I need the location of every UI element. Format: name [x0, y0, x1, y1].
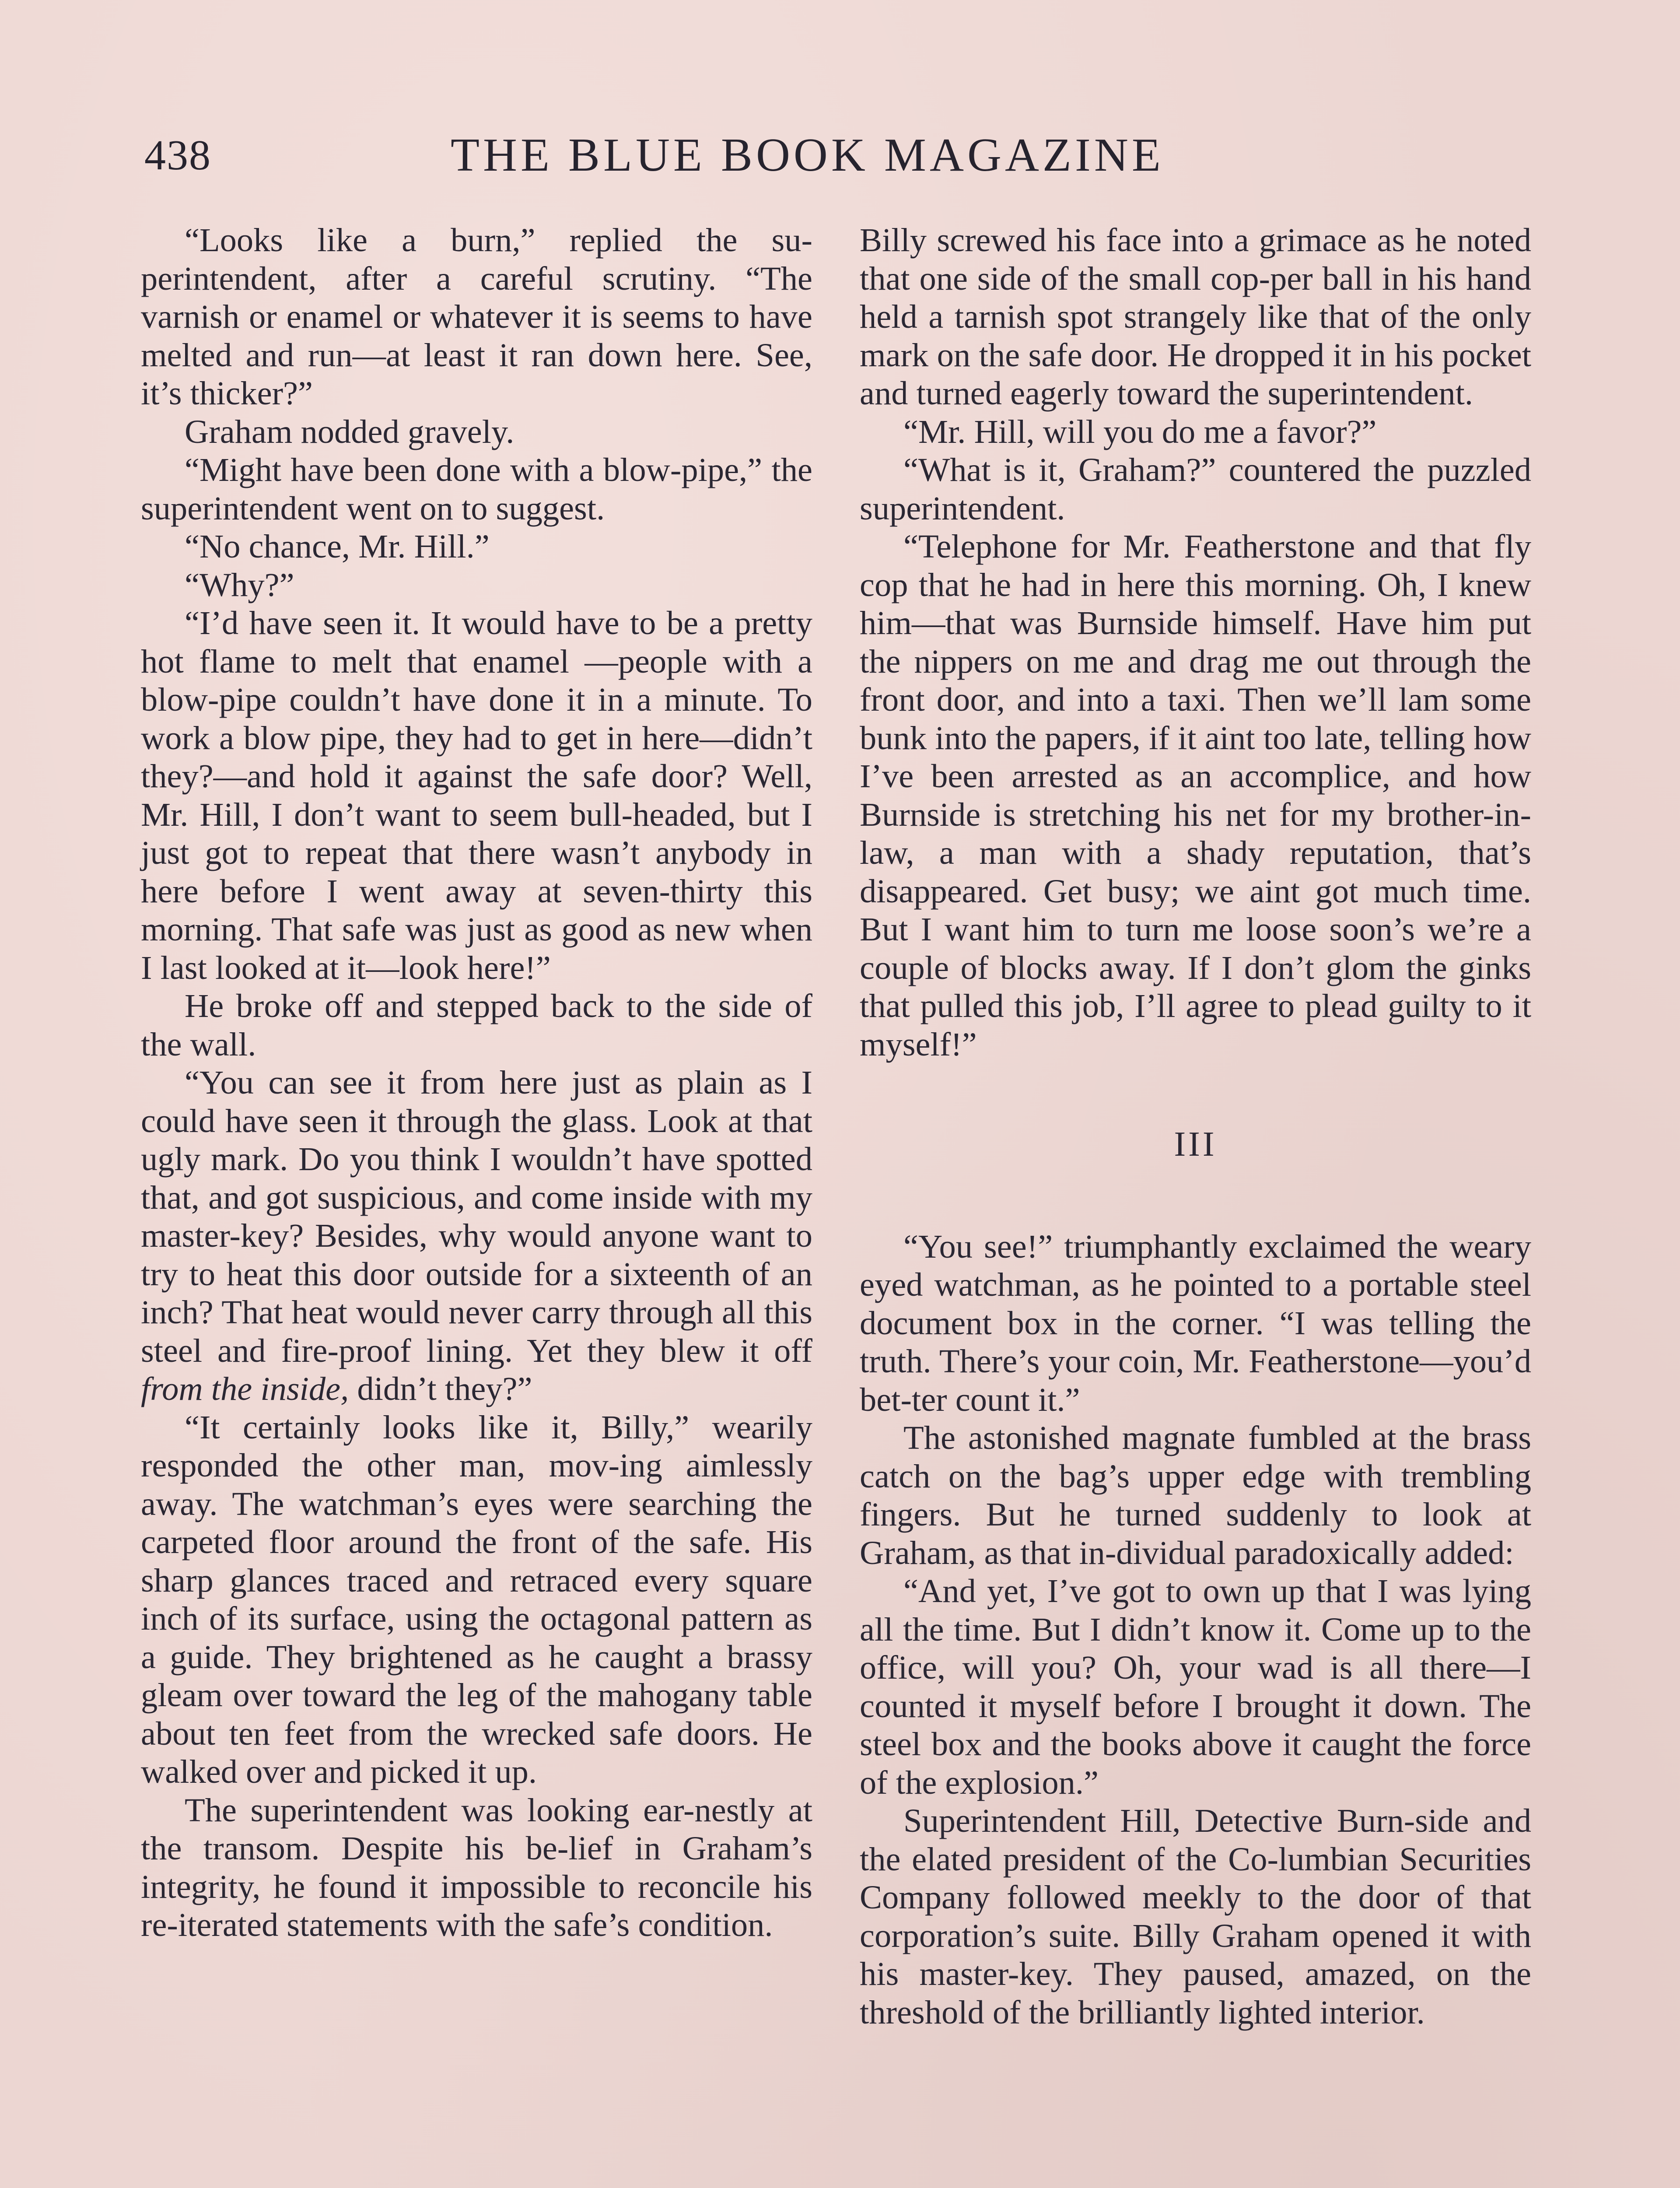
emphasis-text: from the inside,	[141, 1370, 349, 1407]
paragraph: “I’d have seen it. It would have to be a pretty hot flame to melt that enamel —people with a blow-pipe couldn’t have done it in a minute. To work a blow pipe, they had to get in here—didn’t they?—and hold it against the safe door? Well, Mr. Hill, I don’t want to seem bull-headed, but I just got to repeat that there wasn’t anybody in here before I went away at seven-thirty this morning. That safe was just as good as new when I last looked at it—look here!”	[141, 604, 812, 986]
paragraph-tail: didn’t they?”	[349, 1370, 532, 1407]
paragraph: “Might have been done with a blow-pipe,” the superintendent went on to suggest.	[141, 451, 812, 527]
paragraph: “Looks like a burn,” replied the su-perintendent, after a careful scrutiny. “The varnish or enamel or whatever it is seems to have melted and run—at least it ran down here. See, it’s thicker?”	[141, 221, 812, 412]
paragraph: The astonished magnate fumbled at the brass catch on the bag’s upper edge with trembling fingers. But he turned suddenly to look at Graham, as that in-dividual paradoxically added:	[860, 1419, 1531, 1571]
page-header	[144, 127, 1536, 193]
right-column	[860, 221, 1531, 2031]
page-number: 438	[144, 132, 211, 179]
paragraph: Billy screwed his face into a grimace as he noted that one side of the small cop-per ball in his hand held a tarnish spot strangely like that of the only mark on the safe door. He dropped it in his pocket and turned eagerly toward the superintendent.	[860, 221, 1531, 412]
paragraph: “You see!” triumphantly exclaimed the weary eyed watchman, as he pointed to a portable steel document box in the corner. “I was telling the truth. There’s your coin, Mr. Featherstone—you’d bet-ter count it.”	[860, 1227, 1531, 1418]
section-heading: III	[1174, 1125, 1217, 1164]
paragraph: “Telephone for Mr. Featherstone and that fly cop that he had in here this morning. Oh, I knew him—that was Burnside himself. Have him put the nippers on me and drag me out through the front door, and into a taxi. Then we’ll lam some bunk into the papers, if it aint too late, telling how I’ve been arrested as an accomplice, and how Burnside is stretching his net for my brother-in-law, a man with a shady reputation, that’s disappeared. Get busy; we aint got much time. But I want him to turn me loose soon’s we’re a couple of blocks away. If I don’t glom the ginks that pulled this job, I’ll agree to plead guilty to it myself!”	[860, 528, 1531, 1063]
paragraph: The superintendent was looking ear-nestly at the transom. Despite his be-lief in Graham’s integrity, he found it impossible to reconcile his re-iterated statements with the safe’s condition.	[141, 1791, 812, 1943]
paragraph-with-emphasis	[141, 1063, 812, 1408]
paragraph: “Why?”	[185, 566, 294, 603]
paragraph: “What is it, Graham?” countered the puzzled superintendent.	[860, 451, 1531, 527]
left-column	[141, 221, 812, 1944]
paragraph: “It certainly looks like it, Billy,” wearily responded the other man, mov-ing aimlessly away. The watchman’s eyes were searching the carpeted floor around the front of the safe. His sharp glances traced and retraced every square inch of its surface, using the octagonal pattern as a guide. They brightened as he caught a brassy gleam over toward the leg of the mahogany table about ten feet from the wrecked safe doors. He walked over and picked it up.	[141, 1408, 812, 1790]
paragraph: “No chance, Mr. Hill.”	[185, 528, 490, 565]
paragraph: Superintendent Hill, Detective Burn-side and the elated president of the Co-lumbian Securities Company followed meekly to the door of that corporation’s suite. Billy Graham opened it with his master-key. They paused, amazed, on the threshold of the brilliantly lighted interior.	[860, 1802, 1531, 2031]
paragraph: “Mr. Hill, will you do me a favor?”	[903, 413, 1377, 450]
paragraph-text: “You can see it from here just as plain as I could have seen it through the glass. Look at that ugly mark. Do you think I wouldn’t have spotted that, and got suspicious, and come inside with my master-key? Besides, why would anyone want to try to heat this door outside for a sixteenth of an inch? That heat would never carry through all this steel and fire-proof lining. Yet they blew it off	[141, 1064, 812, 1369]
paragraph: Graham nodded gravely.	[185, 413, 514, 450]
paragraph: He broke off and stepped back to the side of the wall.	[141, 987, 812, 1063]
paragraph: “And yet, I’ve got to own up that I was lying all the time. But I didn’t know it. Come up to the office, will you? Oh, your wad is all there—I counted it myself before I brought it down. The steel box and the books above it caught the force of the explosion.”	[860, 1572, 1531, 1801]
magazine-title: THE BLUE BOOK MAGAZINE	[451, 129, 1164, 181]
